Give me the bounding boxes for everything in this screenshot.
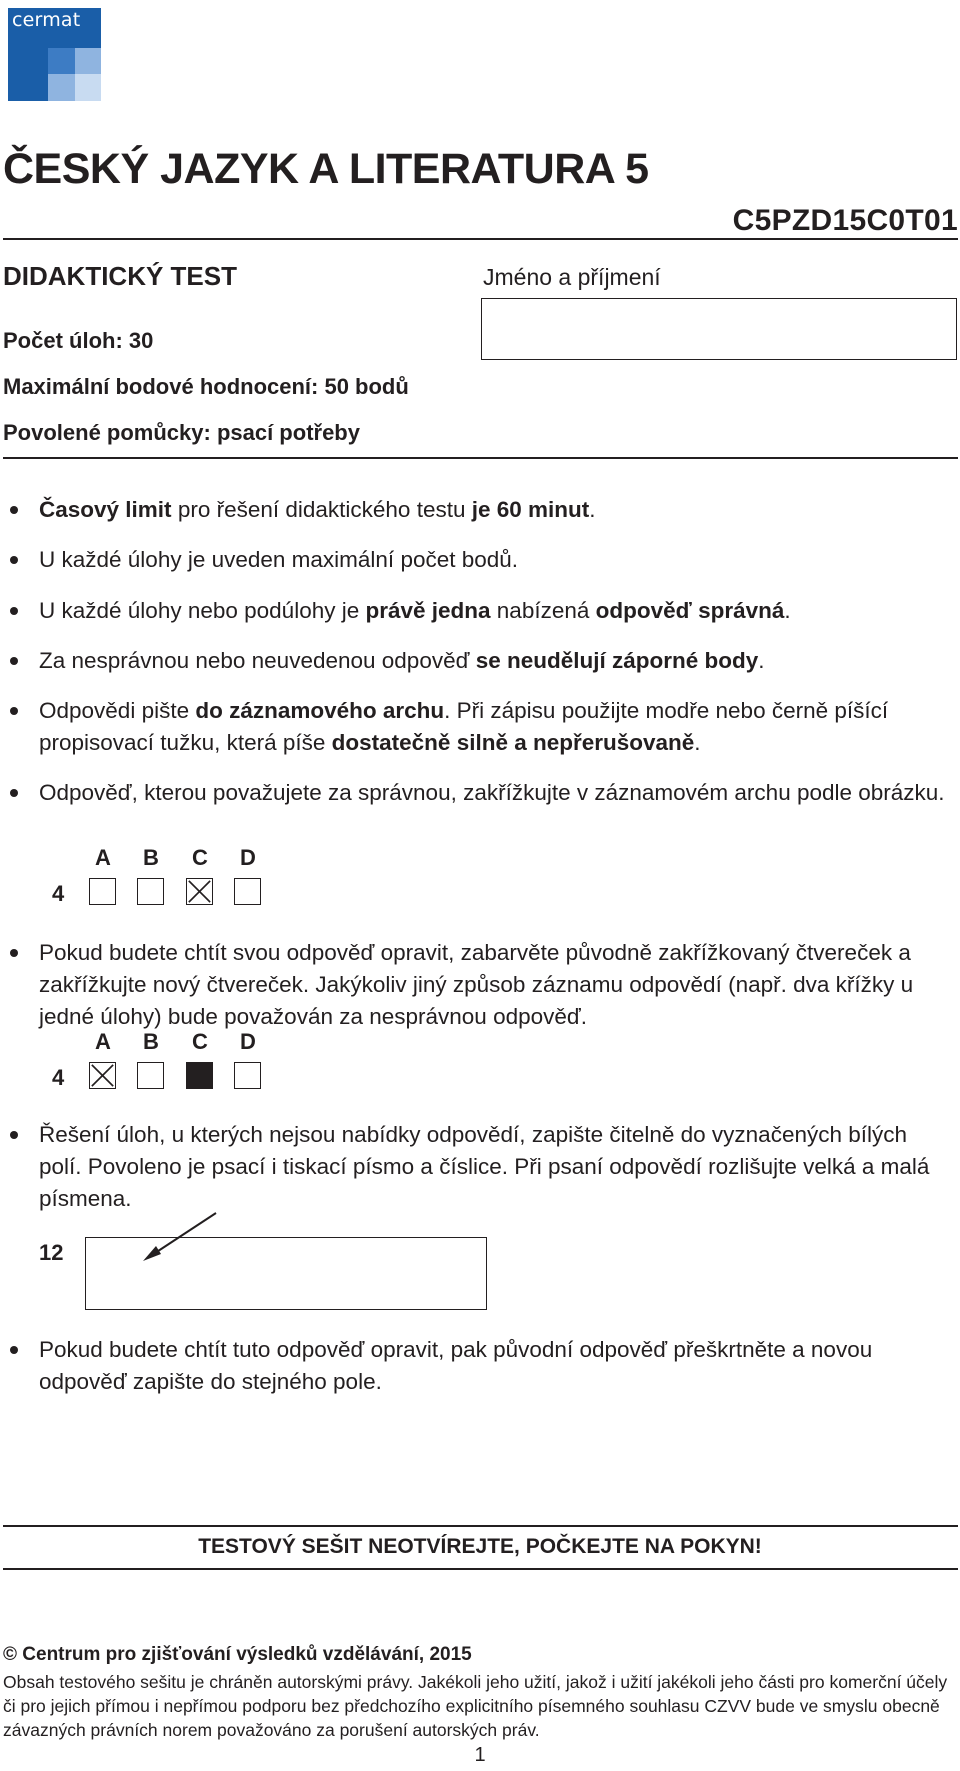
bullet-dot: [10, 506, 18, 514]
option-letters: [0, 1029, 300, 1057]
question-number: 12: [39, 1240, 64, 1265]
bullet-dot: [10, 1346, 18, 1354]
bullet-dot: [10, 657, 18, 665]
option-letter: A: [95, 845, 111, 870]
bullet-dot: [10, 707, 18, 715]
checkbox-a-crossed: [89, 1062, 116, 1089]
bullet-dot: [10, 789, 18, 797]
page-number: 1: [474, 1744, 486, 1766]
instruction-time-limit: Časový limit pro řešení didaktického testu je 60 minut.: [39, 497, 596, 522]
page-title: ČESKÝ JAZYK A LITERATURA 5: [3, 145, 649, 193]
option-letter: B: [143, 1029, 159, 1054]
notice-top-rule: [3, 1525, 958, 1527]
checkbox-a: [89, 878, 116, 905]
question-number: 4: [52, 881, 65, 906]
question-number: 4: [52, 1065, 65, 1090]
checkbox-d: [234, 1062, 261, 1089]
name-field[interactable]: [481, 298, 957, 360]
option-letters: [0, 845, 300, 873]
test-code: C5PZD15C0T01: [732, 204, 958, 237]
cross-mark-icon: [187, 879, 212, 904]
copyright-legal-text: Obsah testového sešitu je chráněn autorskými právy. Jakékoli jeho užití, jakož i užití jakékoli jeho části pro komerční účely či pro jejich přímou i nepřímou podporu bez předchozího explicitního písemného souhlasu CZVV bude ve smyslu obecně závazných právních norem považováno za porušení autorských práv.: [3, 1672, 948, 1740]
header-divider: [3, 238, 958, 240]
checkbox-c-crossed: [186, 878, 213, 905]
instruction-open-answers: Řešení úloh, u kterých nejsou nabídky odpovědí, zapište čitelně do vyznačených bílých polí. Povoleno je psací i tiskací písmo a číslice. Při psaní odpovědí rozlišujte velká a malá písmena.: [39, 1122, 930, 1211]
instruction-one-correct: U každé úlohy nebo podúlohy je právě jedna nabízená odpověď správná.: [39, 598, 791, 623]
instruction-answer-sheet: Odpovědi pište do záznamového archu. Při zápisu použijte modře nebo černě píšící propisovací tužku, která píše dostatečně silně a nepřerušovaně.: [39, 698, 889, 755]
checkbox-b: [137, 878, 164, 905]
bullet-dot: [10, 607, 18, 615]
meta-divider: [3, 457, 958, 459]
cross-mark-icon: [90, 1063, 115, 1088]
do-not-open-notice: TESTOVÝ SEŠIT NEOTVÍREJTE, POČKEJTE NA POKYN!: [198, 1535, 762, 1558]
allowed-tools: Povolené pomůcky: psací potřeby: [3, 420, 360, 445]
checkbox-b: [137, 1062, 164, 1089]
cermat-logo: [8, 8, 101, 101]
instruction-correct-answer: Pokud budete chtít svou odpověď opravit, zabarvěte původně zakřížkovaný čtvereček a zakřížkujte nový čtvereček. Jakýkoliv jiný způsob záznamu odpovědí (např. dva křížky u jedné úlohy) bude považován za nesprávnou odpověď.: [39, 940, 914, 1029]
arrow-icon: [140, 1210, 220, 1265]
instruction-correct-open-answer: Pokud budete chtít tuto odpověď opravit, pak původní odpověď přeškrtněte a novou odpověď zapište do stejného pole.: [39, 1337, 873, 1394]
option-letter: A: [95, 1029, 111, 1054]
instruction-cross-answer: Odpověď, kterou považujete za správnou, zakřížkujte v záznamovém archu podle obrázku.: [39, 780, 945, 805]
max-score: Maximální bodové hodnocení: 50 bodů: [3, 374, 409, 399]
checkbox-c-filled: [186, 1062, 213, 1089]
bullet-dot: [10, 1131, 18, 1139]
option-letter: C: [192, 1029, 208, 1054]
bullet-dot: [10, 949, 18, 957]
instruction-points: U každé úlohy je uveden maximální počet bodů.: [39, 547, 519, 572]
bullet-dot: [10, 556, 18, 564]
option-letter: D: [240, 845, 256, 870]
copyright-line: [3, 1644, 472, 1666]
option-letter: B: [143, 845, 159, 870]
copyright-symbol: ©: [3, 1644, 17, 1665]
copyright-holder: Centrum pro zjišťování výsledků vzdělávání, 2015: [22, 1644, 472, 1665]
option-letter: D: [240, 1029, 256, 1054]
name-label: Jméno a příjmení: [483, 264, 661, 290]
checkbox-d: [234, 878, 261, 905]
option-letter: C: [192, 845, 208, 870]
notice-bottom-rule: [3, 1568, 958, 1570]
task-count: Počet úloh: 30: [3, 328, 154, 353]
test-subtitle: DIDAKTICKÝ TEST: [3, 261, 237, 291]
logo-text: cermat: [12, 9, 81, 31]
instruction-no-negative: Za nesprávnou nebo neuvedenou odpověď se neudělují záporné body.: [39, 648, 765, 673]
